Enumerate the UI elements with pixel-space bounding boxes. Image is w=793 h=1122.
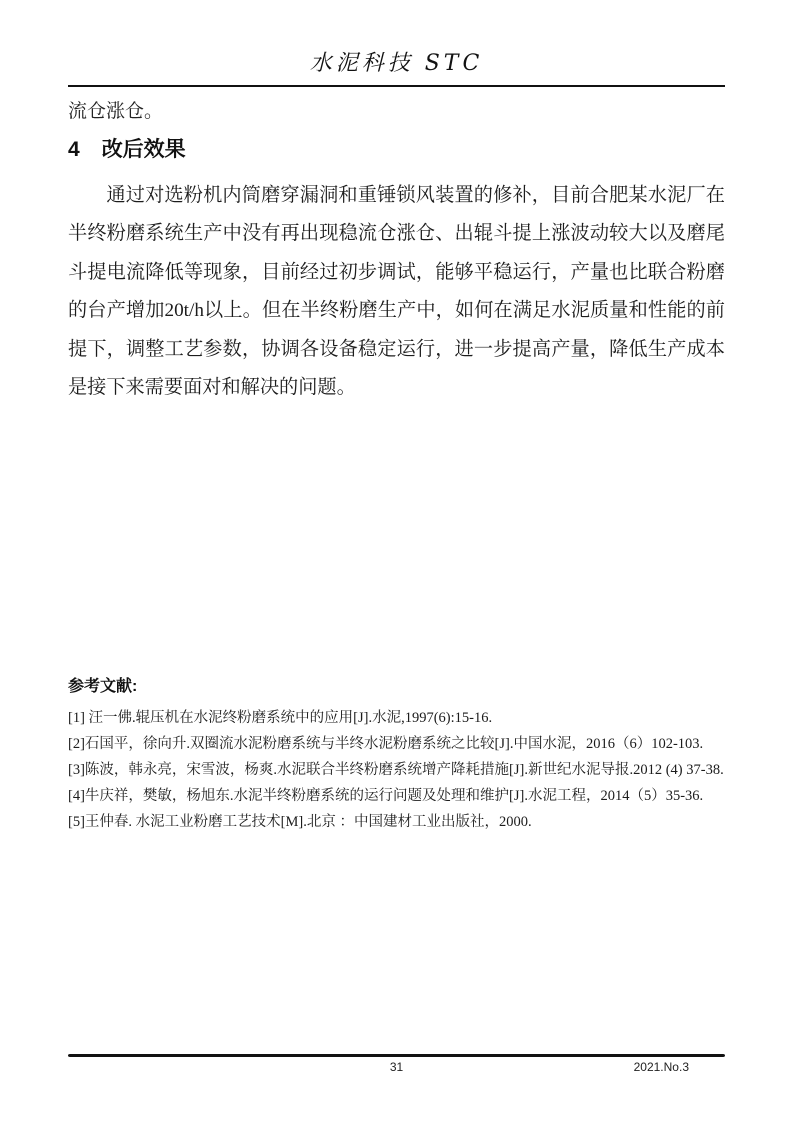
references-section <box>68 673 728 835</box>
header-rule <box>68 85 725 87</box>
section-heading <box>68 133 725 163</box>
reference-item: [2]石国平，徐向升.双圈流水泥粉磨系统与半终水泥粉磨系统之比较[J].中国水泥，2016（6）102-103. <box>68 736 704 752</box>
footer-page-number: 31 <box>389 1060 404 1074</box>
carryover-text: 流仓涨仓。 <box>68 101 164 122</box>
footer-rule <box>68 1054 725 1057</box>
references-list <box>68 705 728 835</box>
body-paragraph: 通过对选粉机内筒磨穿漏洞和重锤锁风装置的修补，目前合肥某水泥厂在半终粉磨系统生产中没有再出现稳流仓涨仓、出辊斗提上涨波动较大以及磨尾斗提电流降低等现象，目前经过初步调试，能够平稳运行，产量也比联合粉磨的台产增加20t/h以上。但在半终粉磨生产中，如何在满足水泥质量和性能的前提下，调整工艺参数，协调各设备稳定运行，进一步提高产量，降低生产成本是接下来需要面对和解决的问题。 <box>68 185 725 399</box>
references-heading: 参考文献: <box>68 678 138 695</box>
section-number: 4 <box>68 138 80 161</box>
reference-item: [4]牛庆祥，樊敏，杨旭东.水泥半终粉磨系统的运行问题及处理和维护[J].水泥工程，2014（5）35-36. <box>68 788 704 804</box>
reference-item: [5]王仲春. 水泥工业粉磨工艺技术[M].北京 ：中国建材工业出版社，2000. <box>68 814 532 830</box>
reference-item: [3]陈波，韩永亮，宋雪波，杨爽.水泥联合半终粉磨系统增产降耗措施[J].新世纪水泥导报.2012 (4) 37-38. <box>68 762 724 778</box>
section-title: 改后效果 <box>101 138 186 161</box>
reference-item: [1] 汪一佛.辊压机在水泥终粉磨系统中的应用[J].水泥,1997(6):15-16. <box>68 710 493 726</box>
footer-issue-label: 2021.No.3 <box>633 1060 689 1074</box>
journal-header-title: 水泥科技 STC <box>309 51 484 76</box>
